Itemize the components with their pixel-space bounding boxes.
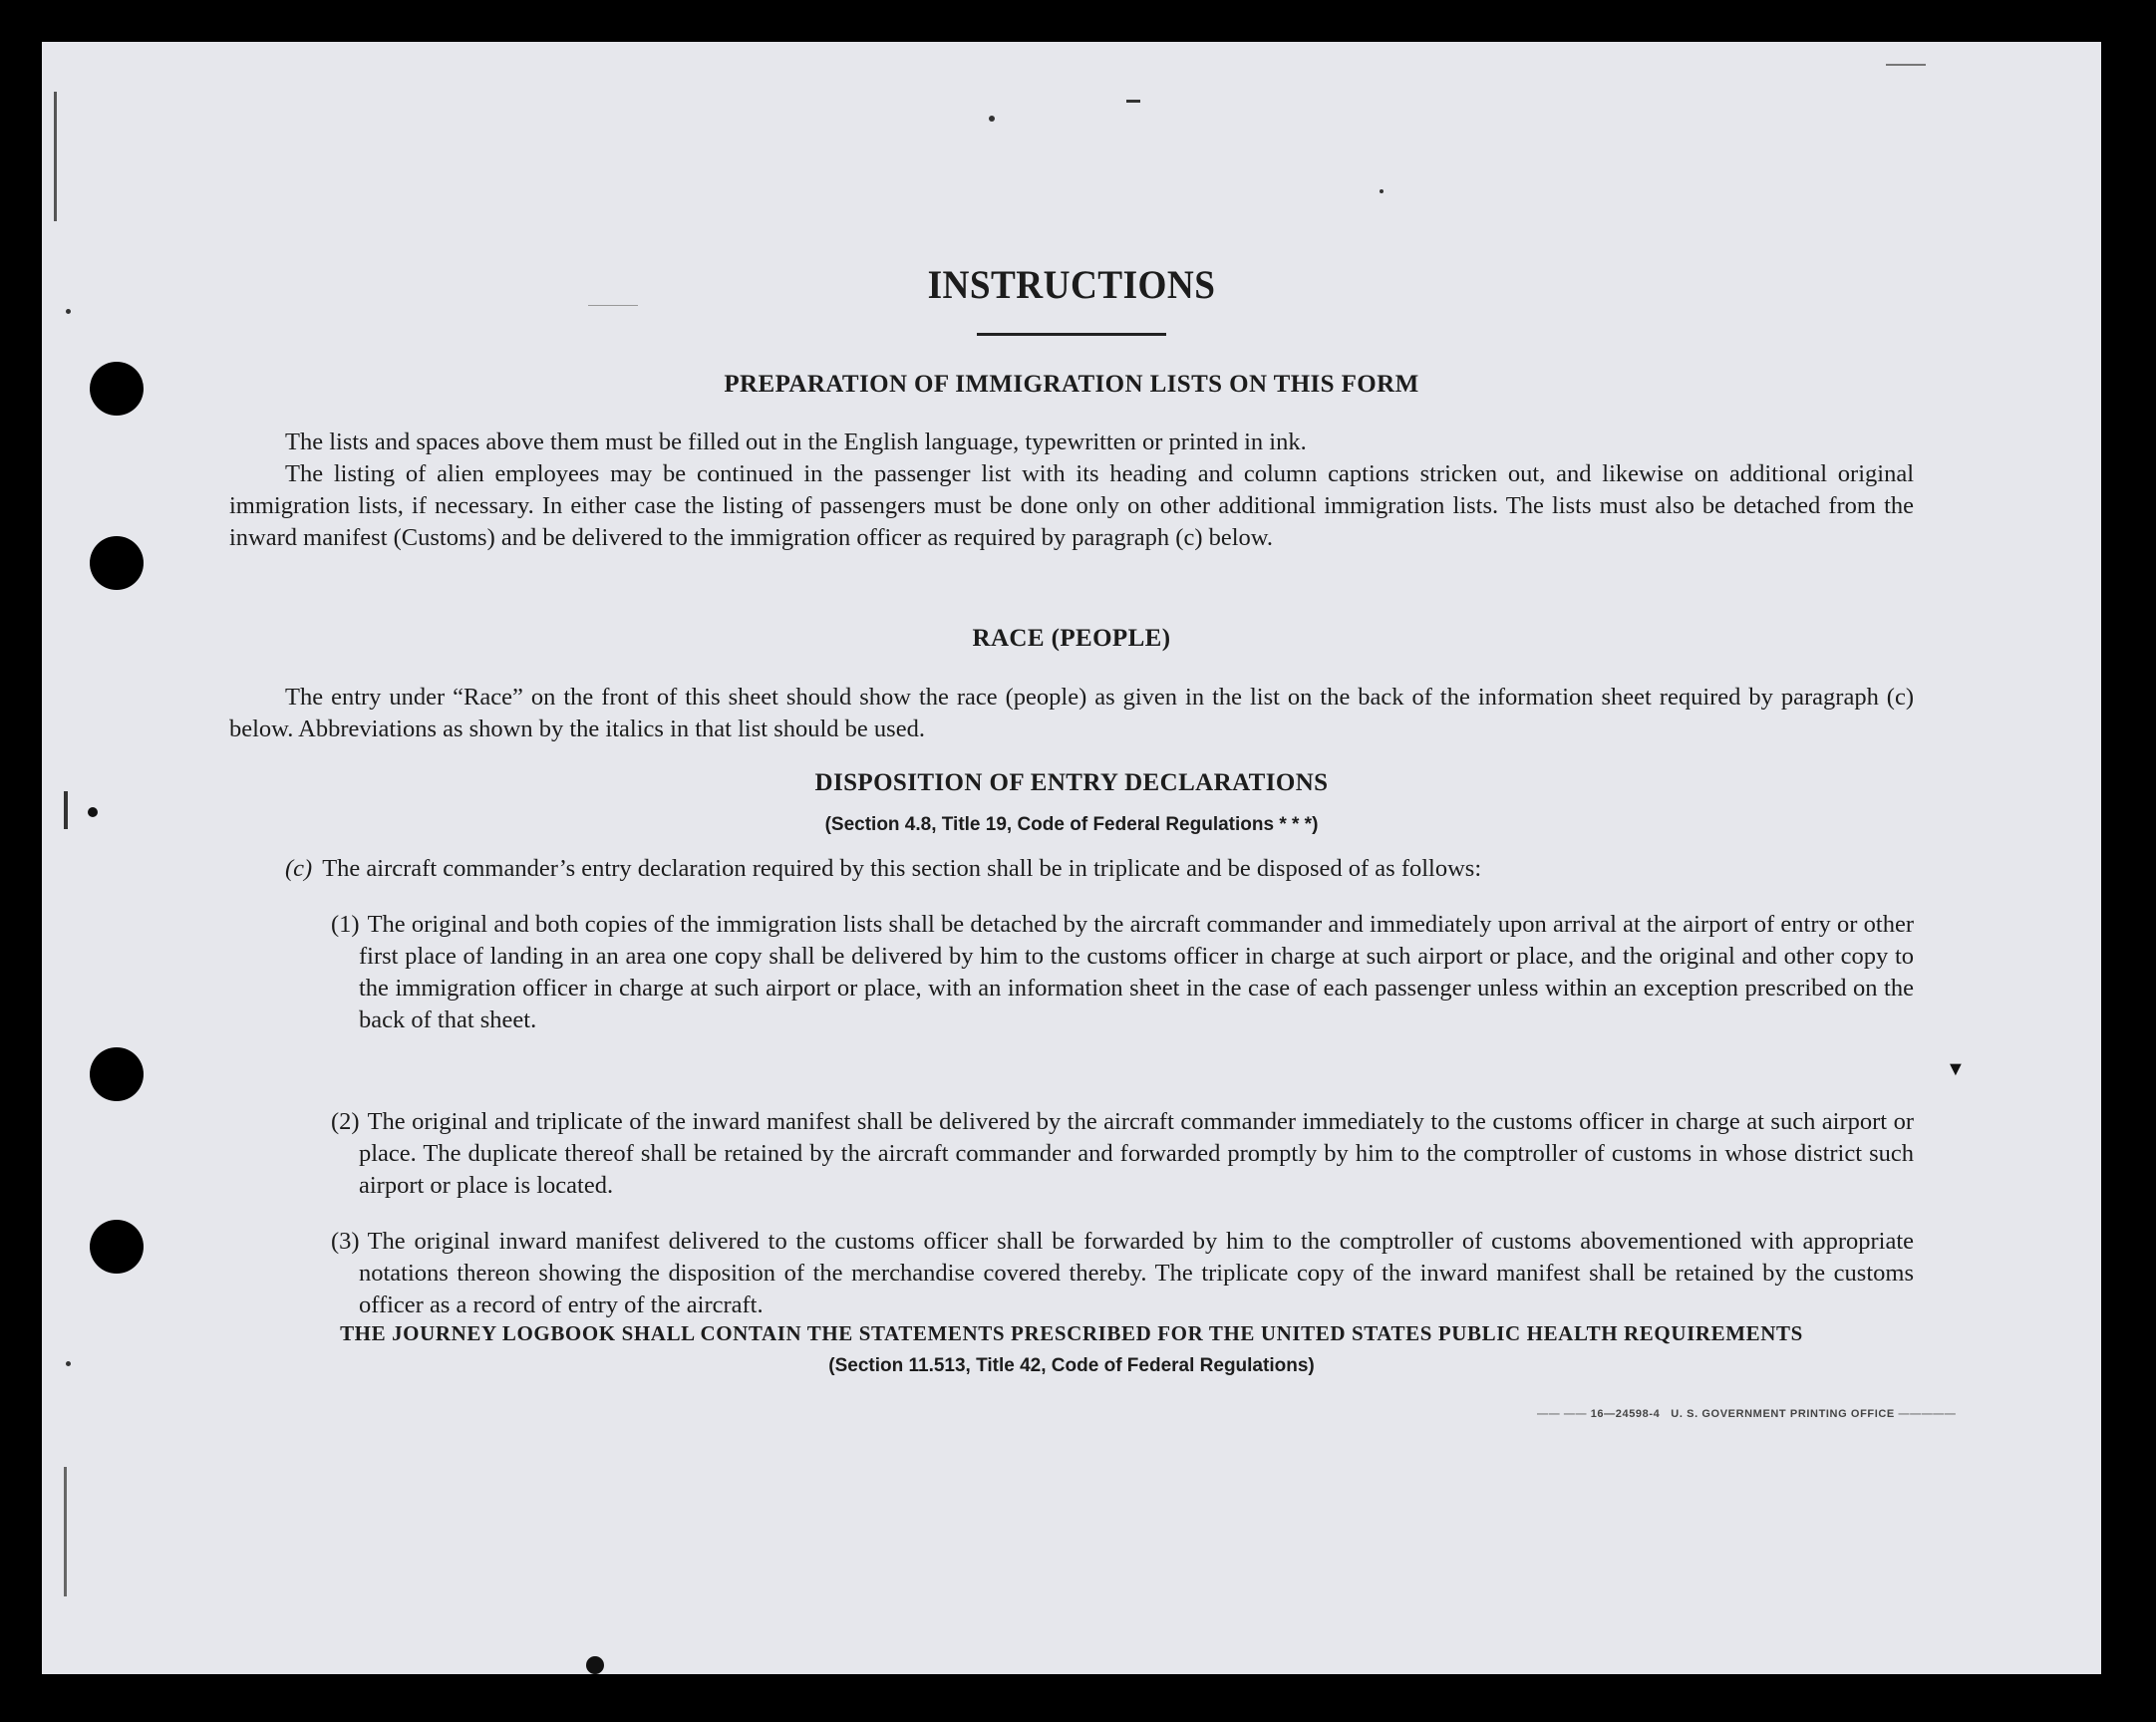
item-number: (1) xyxy=(331,911,360,938)
item-text: The original inward manifest delivered to the customs officer shall be forwarded by him to the comptroller of customs abovementioned with appropriate notations thereon showing the disposition of the merchandise covered thereby. The triplicate copy of the inward manifest shall be retained by the customs officer as a record of entry of the aircraft. xyxy=(359,1228,1914,1318)
race-heading: RACE (PEOPLE) xyxy=(972,625,1171,652)
disposition-citation: (Section 4.8, Title 19, Code of Federal Regulations * * *) xyxy=(824,814,1319,835)
item-number: (3) xyxy=(331,1228,360,1255)
disposition-item-2 xyxy=(331,1106,1914,1202)
disposition-item-1 xyxy=(331,909,1914,1036)
scan-speck xyxy=(54,92,57,221)
page-title: INSTRUCTIONS xyxy=(927,262,1216,307)
scan-speck xyxy=(66,1361,71,1366)
title-underline xyxy=(977,333,1166,336)
item-number: (2) xyxy=(331,1108,360,1135)
form-number: 16—24598-4 xyxy=(1590,1408,1661,1420)
printer-imprint: —— —— 16—24598-4 U. S. GOVERNMENT PRINTING OFFICE ————— xyxy=(1537,1408,1957,1420)
printing-office: U. S. GOVERNMENT PRINTING OFFICE xyxy=(1671,1408,1895,1420)
punch-hole xyxy=(90,536,144,590)
item-text: The original and both copies of the immigration lists shall be detached by the aircraft commander and immediately upon arrival at the airport of entry or other first place of landing in an area one copy shall be delivered by him to the customs officer in charge at such airport or place, and the original and other copy to the immigration officer in charge at such airport or place, with an information sheet in the case of each passenger unless within an exception prescribed on the back of that sheet. xyxy=(359,911,1914,1033)
disposition-item-3 xyxy=(331,1226,1914,1321)
disposition-intro xyxy=(285,853,1914,885)
scan-speck xyxy=(989,116,995,122)
arrow-marker-icon: ▼ xyxy=(1946,1058,1966,1080)
scan-speck xyxy=(1886,64,1926,66)
item-text: The original and triplicate of the inward manifest shall be delivered by the aircraft commander immediately to the customs officer in charge at such airport or place. The duplicate thereof shall be retained by the aircraft commander and forwarded promptly by him to the comptroller of customs in whose district such airport or place is located. xyxy=(359,1108,1914,1199)
scan-speck xyxy=(1126,100,1140,103)
intro-text: The aircraft commander’s entry declaration required by this section shall be in triplicate and be disposed of as follows: xyxy=(322,855,1482,882)
preparation-heading: PREPARATION OF IMMIGRATION LISTS ON THIS FORM xyxy=(724,371,1419,398)
race-paragraph: The entry under “Race” on the front of this sheet should show the race (people) as given in the list on the back of the information sheet required by paragraph (c) below. Abbreviations as shown by the italics in that list should be used. xyxy=(229,684,1914,742)
punch-hole xyxy=(90,1220,144,1274)
document-page xyxy=(42,42,2101,1674)
scan-speck xyxy=(1380,189,1384,193)
punch-hole xyxy=(90,1047,144,1101)
preparation-paragraph-2: The listing of alien employees may be continued in the passenger list with its heading and column captions stricken out, and likewise on additional original immigration lists, if necessary. In either case the listing of passengers must be done only on other additional immigration lists. The lists must also be detached from the inward manifest (Customs) and be delivered to the immigration officer as required by paragraph (c) below. xyxy=(229,460,1914,551)
disposition-heading: DISPOSITION OF ENTRY DECLARATIONS xyxy=(814,769,1329,796)
logbook-citation: (Section 11.513, Title 42, Code of Federal Regulations) xyxy=(828,1355,1315,1376)
scan-speck xyxy=(586,1656,604,1674)
scan-speck xyxy=(64,1467,67,1596)
logbook-statement: THE JOURNEY LOGBOOK SHALL CONTAIN THE STATEMENTS PRESCRIBED FOR THE UNITED STATES PUBLIC HEALTH REQUIREMENTS xyxy=(340,1321,1803,1345)
intro-label: (c) xyxy=(285,855,313,882)
scan-speck xyxy=(66,309,71,314)
preparation-paragraph-1: The lists and spaces above them must be filled out in the English language, typewritten or printed in ink. xyxy=(285,429,1307,455)
